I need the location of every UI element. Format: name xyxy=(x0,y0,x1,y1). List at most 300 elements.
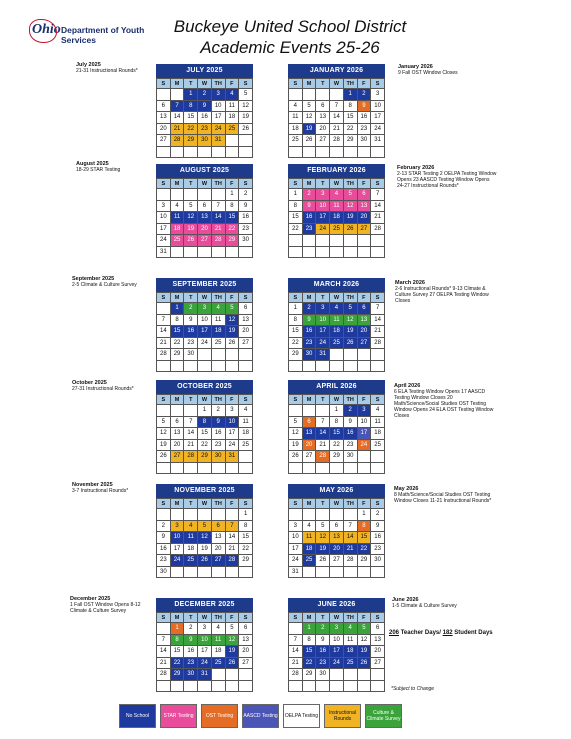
day-cell: 21 xyxy=(343,543,357,555)
note-heading: June 2026 xyxy=(392,597,419,603)
day-cell: 6 xyxy=(371,623,385,635)
day-cell: 28 xyxy=(343,555,357,567)
day-cell: 6 xyxy=(357,303,371,315)
day-cell xyxy=(170,509,184,521)
day-cell xyxy=(316,235,330,247)
note-heading: December 2025 xyxy=(70,596,111,602)
day-cell: 26 xyxy=(225,657,239,669)
weekday-header: M xyxy=(170,499,184,509)
day-cell: 12 xyxy=(289,428,303,440)
day-cell xyxy=(225,146,239,158)
day-cell: 9 xyxy=(184,314,198,326)
day-cell: 29 xyxy=(343,135,357,147)
day-cell: 12 xyxy=(316,532,330,544)
day-cell: 12 xyxy=(184,212,198,224)
month-event-note xyxy=(70,596,150,614)
weekday-header: T xyxy=(184,79,198,89)
day-cell: 28 xyxy=(316,451,330,463)
day-cell: 20 xyxy=(316,123,330,135)
day-cell: 3 xyxy=(316,303,330,315)
day-cell: 15 xyxy=(225,212,239,224)
day-cell: 21 xyxy=(330,123,344,135)
day-cell: 19 xyxy=(225,646,239,658)
note-text: 1 Fall OST Window Opens 8-12 Climate & Culture Survey xyxy=(70,602,141,614)
day-cell: 30 xyxy=(357,135,371,147)
month-calendar xyxy=(288,164,385,258)
weekday-header: M xyxy=(302,395,316,405)
weekday-header: S xyxy=(157,613,171,623)
day-cell: 4 xyxy=(330,303,344,315)
day-cell: 28 xyxy=(330,135,344,147)
day-cell: 10 xyxy=(198,314,212,326)
day-cell: 20 xyxy=(357,212,371,224)
day-cell: 16 xyxy=(302,326,316,338)
day-cell: 8 xyxy=(198,416,212,428)
day-cell: 18 xyxy=(225,112,239,124)
day-cell xyxy=(316,360,330,372)
legend-item: OELPA Testing xyxy=(283,704,320,728)
day-cell: 5 xyxy=(225,303,239,315)
day-cell: 26 xyxy=(157,451,171,463)
day-cell: 7 xyxy=(157,634,171,646)
day-cell: 12 xyxy=(343,314,357,326)
day-cell: 22 xyxy=(330,439,344,451)
day-cell: 3 xyxy=(198,623,212,635)
day-cell: 23 xyxy=(157,555,171,567)
title-line-1: Buckeye United School District xyxy=(173,17,407,36)
day-cell: 10 xyxy=(198,634,212,646)
day-cell: 26 xyxy=(302,135,316,147)
day-cell: 16 xyxy=(371,532,385,544)
day-cell: 15 xyxy=(289,212,303,224)
month-event-note xyxy=(76,62,156,74)
day-cell: 9 xyxy=(198,100,212,112)
day-cell xyxy=(211,360,225,372)
day-cell: 22 xyxy=(184,123,198,135)
day-cell: 21 xyxy=(170,123,184,135)
weekday-header: T xyxy=(316,499,330,509)
day-cell: 12 xyxy=(302,112,316,124)
month-event-note xyxy=(392,597,492,609)
day-cell xyxy=(302,246,316,258)
day-cell: 23 xyxy=(371,543,385,555)
day-cell xyxy=(211,246,225,258)
day-cell xyxy=(157,303,171,315)
weekday-header: W xyxy=(198,79,212,89)
day-cell: 11 xyxy=(239,416,253,428)
day-cell xyxy=(157,360,171,372)
day-cell: 7 xyxy=(184,416,198,428)
month-event-note xyxy=(72,482,152,494)
day-cell: 24 xyxy=(225,439,239,451)
day-cell xyxy=(330,360,344,372)
day-cell: 2 xyxy=(157,520,171,532)
weekday-header: T xyxy=(316,395,330,405)
month-calendar xyxy=(156,64,253,158)
day-cell: 4 xyxy=(343,623,357,635)
day-cell xyxy=(157,189,171,201)
month-event-note xyxy=(394,486,494,504)
weekday-header: F xyxy=(225,613,239,623)
day-cell xyxy=(302,235,316,247)
day-cell xyxy=(184,509,198,521)
day-cell: 10 xyxy=(316,314,330,326)
day-cell: 29 xyxy=(184,135,198,147)
day-cell: 25 xyxy=(330,223,344,235)
month-header: AUGUST 2025 xyxy=(156,164,253,178)
day-cell xyxy=(302,566,316,578)
day-cell xyxy=(170,360,184,372)
day-cell: 2 xyxy=(184,623,198,635)
day-cell: 27 xyxy=(198,235,212,247)
day-cell: 17 xyxy=(198,646,212,658)
day-cell: 24 xyxy=(371,123,385,135)
weekday-header: W xyxy=(330,613,344,623)
day-cell: 16 xyxy=(184,646,198,658)
day-cell: 7 xyxy=(330,100,344,112)
day-cell: 4 xyxy=(184,520,198,532)
day-cell xyxy=(184,680,198,692)
day-cell: 6 xyxy=(330,520,344,532)
day-cell: 5 xyxy=(289,416,303,428)
day-cell xyxy=(225,135,239,147)
day-cell: 26 xyxy=(343,223,357,235)
day-cell: 15 xyxy=(198,428,212,440)
day-cell: 25 xyxy=(211,337,225,349)
day-cell xyxy=(225,246,239,258)
day-cell xyxy=(316,146,330,158)
day-cell xyxy=(239,349,253,361)
day-cell: 1 xyxy=(289,303,303,315)
day-cell xyxy=(357,246,371,258)
day-cell xyxy=(316,246,330,258)
day-cell: 5 xyxy=(343,189,357,201)
month-table xyxy=(288,178,385,258)
month-header: MAY 2026 xyxy=(288,484,385,498)
month-header: MARCH 2026 xyxy=(288,278,385,292)
day-cell: 31 xyxy=(371,135,385,147)
day-cell xyxy=(343,566,357,578)
day-cell: 20 xyxy=(198,223,212,235)
day-cell: 22 xyxy=(170,337,184,349)
day-cell xyxy=(157,146,171,158)
day-cell: 11 xyxy=(330,200,344,212)
day-cell: 2 xyxy=(357,89,371,101)
day-cell: 19 xyxy=(357,646,371,658)
day-cell: 19 xyxy=(198,543,212,555)
day-cell: 15 xyxy=(302,646,316,658)
day-cell xyxy=(184,566,198,578)
month-table xyxy=(288,292,385,372)
day-cell xyxy=(343,235,357,247)
day-cell xyxy=(170,146,184,158)
weekday-header: T xyxy=(184,613,198,623)
day-cell xyxy=(302,405,316,417)
day-cell: 20 xyxy=(157,123,171,135)
day-cell: 7 xyxy=(170,100,184,112)
day-cell: 3 xyxy=(316,189,330,201)
day-cell: 14 xyxy=(211,212,225,224)
day-cell xyxy=(157,623,171,635)
day-cell: 25 xyxy=(371,439,385,451)
weekday-header: S xyxy=(289,293,303,303)
weekday-header: M xyxy=(170,79,184,89)
day-cell xyxy=(198,146,212,158)
weekday-header: TH xyxy=(343,179,357,189)
student-days-count: 182 xyxy=(442,630,453,636)
month-header: OCTOBER 2025 xyxy=(156,380,253,394)
month-header: APRIL 2026 xyxy=(288,380,385,394)
day-cell: 20 xyxy=(211,543,225,555)
weekday-header: M xyxy=(170,395,184,405)
day-cell: 4 xyxy=(211,303,225,315)
day-cell: 2 xyxy=(211,405,225,417)
month-calendar xyxy=(288,64,385,158)
month-event-note xyxy=(395,280,495,304)
note-text: 6 ELA Testing Window Opens 17 AASCD Testing Window Closes 20 Math/Science/Social Studies OST Testing Window Opens 24 ELA OST Testing Window Closes xyxy=(394,389,494,419)
day-cell: 19 xyxy=(316,543,330,555)
day-cell: 1 xyxy=(357,509,371,521)
day-cell: 20 xyxy=(330,543,344,555)
day-cell: 31 xyxy=(157,246,171,258)
day-cell: 10 xyxy=(330,634,344,646)
day-cell: 27 xyxy=(330,555,344,567)
month-calendar xyxy=(288,278,385,372)
day-cell xyxy=(157,680,171,692)
month-calendar xyxy=(156,380,253,474)
day-cell: 21 xyxy=(289,657,303,669)
day-cell: 18 xyxy=(184,543,198,555)
day-cell: 20 xyxy=(302,439,316,451)
day-cell xyxy=(239,669,253,681)
day-cell: 2 xyxy=(184,303,198,315)
day-cell: 29 xyxy=(198,451,212,463)
day-cell: 13 xyxy=(357,200,371,212)
day-cell: 31 xyxy=(225,451,239,463)
day-cell: 8 xyxy=(225,200,239,212)
day-cell: 1 xyxy=(198,405,212,417)
day-cell: 22 xyxy=(302,657,316,669)
day-cell xyxy=(343,680,357,692)
day-cell: 14 xyxy=(157,326,171,338)
day-cell: 16 xyxy=(198,112,212,124)
weekday-header: S xyxy=(289,613,303,623)
day-cell: 24 xyxy=(198,337,212,349)
day-cell: 26 xyxy=(316,555,330,567)
student-days-label: Student Days xyxy=(454,630,493,636)
day-cell: 2 xyxy=(302,303,316,315)
day-cell xyxy=(289,462,303,474)
day-cell: 18 xyxy=(211,646,225,658)
day-cell xyxy=(302,509,316,521)
weekday-header: W xyxy=(330,293,344,303)
day-cell: 24 xyxy=(211,123,225,135)
day-cell: 11 xyxy=(225,100,239,112)
day-cell xyxy=(289,235,303,247)
note-heading: August 2025 xyxy=(76,161,109,167)
day-cell: 14 xyxy=(371,200,385,212)
day-cell xyxy=(157,89,171,101)
month-calendar xyxy=(156,598,253,692)
weekday-header: F xyxy=(357,395,371,405)
day-cell: 9 xyxy=(302,314,316,326)
day-cell: 24 xyxy=(316,223,330,235)
day-cell: 23 xyxy=(184,337,198,349)
day-cell: 6 xyxy=(357,189,371,201)
day-cell: 17 xyxy=(371,112,385,124)
day-cell: 11 xyxy=(211,314,225,326)
day-cell xyxy=(343,360,357,372)
day-cell: 13 xyxy=(330,532,344,544)
day-cell: 13 xyxy=(239,314,253,326)
weekday-header: S xyxy=(157,179,171,189)
weekday-header: TH xyxy=(211,499,225,509)
month-event-note xyxy=(398,64,498,76)
day-cell xyxy=(357,566,371,578)
day-cell xyxy=(330,349,344,361)
day-cell: 30 xyxy=(211,451,225,463)
color-legend xyxy=(119,704,402,728)
day-cell: 25 xyxy=(302,555,316,567)
day-cell: 18 xyxy=(239,428,253,440)
day-cell: 6 xyxy=(211,520,225,532)
note-heading: February 2026 xyxy=(397,165,435,171)
day-cell: 26 xyxy=(239,123,253,135)
day-cell: 23 xyxy=(302,223,316,235)
day-cell: 14 xyxy=(371,314,385,326)
day-cell: 10 xyxy=(371,100,385,112)
day-cell: 13 xyxy=(302,428,316,440)
day-cell: 26 xyxy=(357,657,371,669)
day-cell: 15 xyxy=(170,646,184,658)
day-cell xyxy=(225,462,239,474)
day-cell xyxy=(157,462,171,474)
day-cell: 2 xyxy=(316,623,330,635)
day-cell: 1 xyxy=(343,89,357,101)
note-text: 2-13 STAR Testing 2 OELPA Testing Window Opens 23 AASCD Testing Window Opens 24-27 Instructional Rounds* xyxy=(397,171,497,189)
day-cell: 8 xyxy=(302,634,316,646)
weekday-header: S xyxy=(239,395,253,405)
day-cell xyxy=(357,146,371,158)
weekday-header: W xyxy=(198,293,212,303)
day-cell xyxy=(170,462,184,474)
day-cell: 7 xyxy=(157,314,171,326)
day-cell: 24 xyxy=(170,555,184,567)
day-cell: 10 xyxy=(225,416,239,428)
day-cell: 22 xyxy=(343,123,357,135)
day-cell xyxy=(211,189,225,201)
day-cell xyxy=(343,509,357,521)
day-cell: 26 xyxy=(225,337,239,349)
day-cell xyxy=(239,462,253,474)
weekday-header: S xyxy=(289,395,303,405)
day-cell xyxy=(239,146,253,158)
day-cell xyxy=(289,360,303,372)
note-heading: July 2025 xyxy=(76,62,101,68)
day-cell xyxy=(239,451,253,463)
day-cell xyxy=(170,246,184,258)
day-cell xyxy=(239,246,253,258)
day-cell xyxy=(211,566,225,578)
day-cell: 8 xyxy=(184,100,198,112)
weekday-header: F xyxy=(357,179,371,189)
days-total xyxy=(389,630,493,636)
day-cell: 21 xyxy=(157,657,171,669)
day-cell: 6 xyxy=(198,200,212,212)
day-cell: 26 xyxy=(289,451,303,463)
weekday-header: W xyxy=(330,395,344,405)
day-cell: 10 xyxy=(357,416,371,428)
day-cell xyxy=(184,146,198,158)
day-cell xyxy=(225,509,239,521)
weekday-header: F xyxy=(225,395,239,405)
weekday-header: F xyxy=(225,79,239,89)
weekday-header: F xyxy=(357,79,371,89)
day-cell xyxy=(357,360,371,372)
day-cell: 16 xyxy=(184,326,198,338)
day-cell: 22 xyxy=(170,657,184,669)
day-cell: 27 xyxy=(371,657,385,669)
day-cell: 19 xyxy=(289,439,303,451)
day-cell: 4 xyxy=(302,520,316,532)
weekday-header: W xyxy=(198,395,212,405)
day-cell: 7 xyxy=(371,303,385,315)
note-text: 2-5 Climate & Culture Survey xyxy=(72,282,137,288)
day-cell: 1 xyxy=(302,623,316,635)
day-cell: 11 xyxy=(330,314,344,326)
day-cell: 12 xyxy=(225,314,239,326)
day-cell: 27 xyxy=(302,451,316,463)
day-cell: 20 xyxy=(239,326,253,338)
day-cell xyxy=(239,135,253,147)
month-event-note xyxy=(72,380,152,392)
day-cell: 28 xyxy=(211,235,225,247)
day-cell: 12 xyxy=(157,428,171,440)
weekday-header: S xyxy=(239,79,253,89)
weekday-header: S xyxy=(157,499,171,509)
day-cell xyxy=(170,680,184,692)
day-cell: 3 xyxy=(157,200,171,212)
weekday-header: S xyxy=(371,613,385,623)
day-cell: 8 xyxy=(289,200,303,212)
day-cell: 23 xyxy=(198,123,212,135)
day-cell: 21 xyxy=(184,439,198,451)
day-cell: 5 xyxy=(343,303,357,315)
day-cell: 13 xyxy=(357,314,371,326)
day-cell xyxy=(371,451,385,463)
month-header: SEPTEMBER 2025 xyxy=(156,278,253,292)
day-cell: 25 xyxy=(184,555,198,567)
day-cell: 23 xyxy=(239,223,253,235)
day-cell xyxy=(211,509,225,521)
weekday-header: F xyxy=(357,499,371,509)
day-cell: 24 xyxy=(330,657,344,669)
day-cell: 15 xyxy=(330,428,344,440)
day-cell: 18 xyxy=(343,646,357,658)
day-cell xyxy=(239,360,253,372)
day-cell xyxy=(330,462,344,474)
day-cell: 30 xyxy=(371,555,385,567)
day-cell: 17 xyxy=(330,646,344,658)
day-cell xyxy=(330,89,344,101)
day-cell xyxy=(316,566,330,578)
day-cell: 13 xyxy=(170,428,184,440)
month-header: JULY 2025 xyxy=(156,64,253,78)
day-cell xyxy=(316,680,330,692)
day-cell: 31 xyxy=(289,566,303,578)
teacher-days-count: 206 xyxy=(389,630,400,636)
day-cell: 1 xyxy=(184,89,198,101)
